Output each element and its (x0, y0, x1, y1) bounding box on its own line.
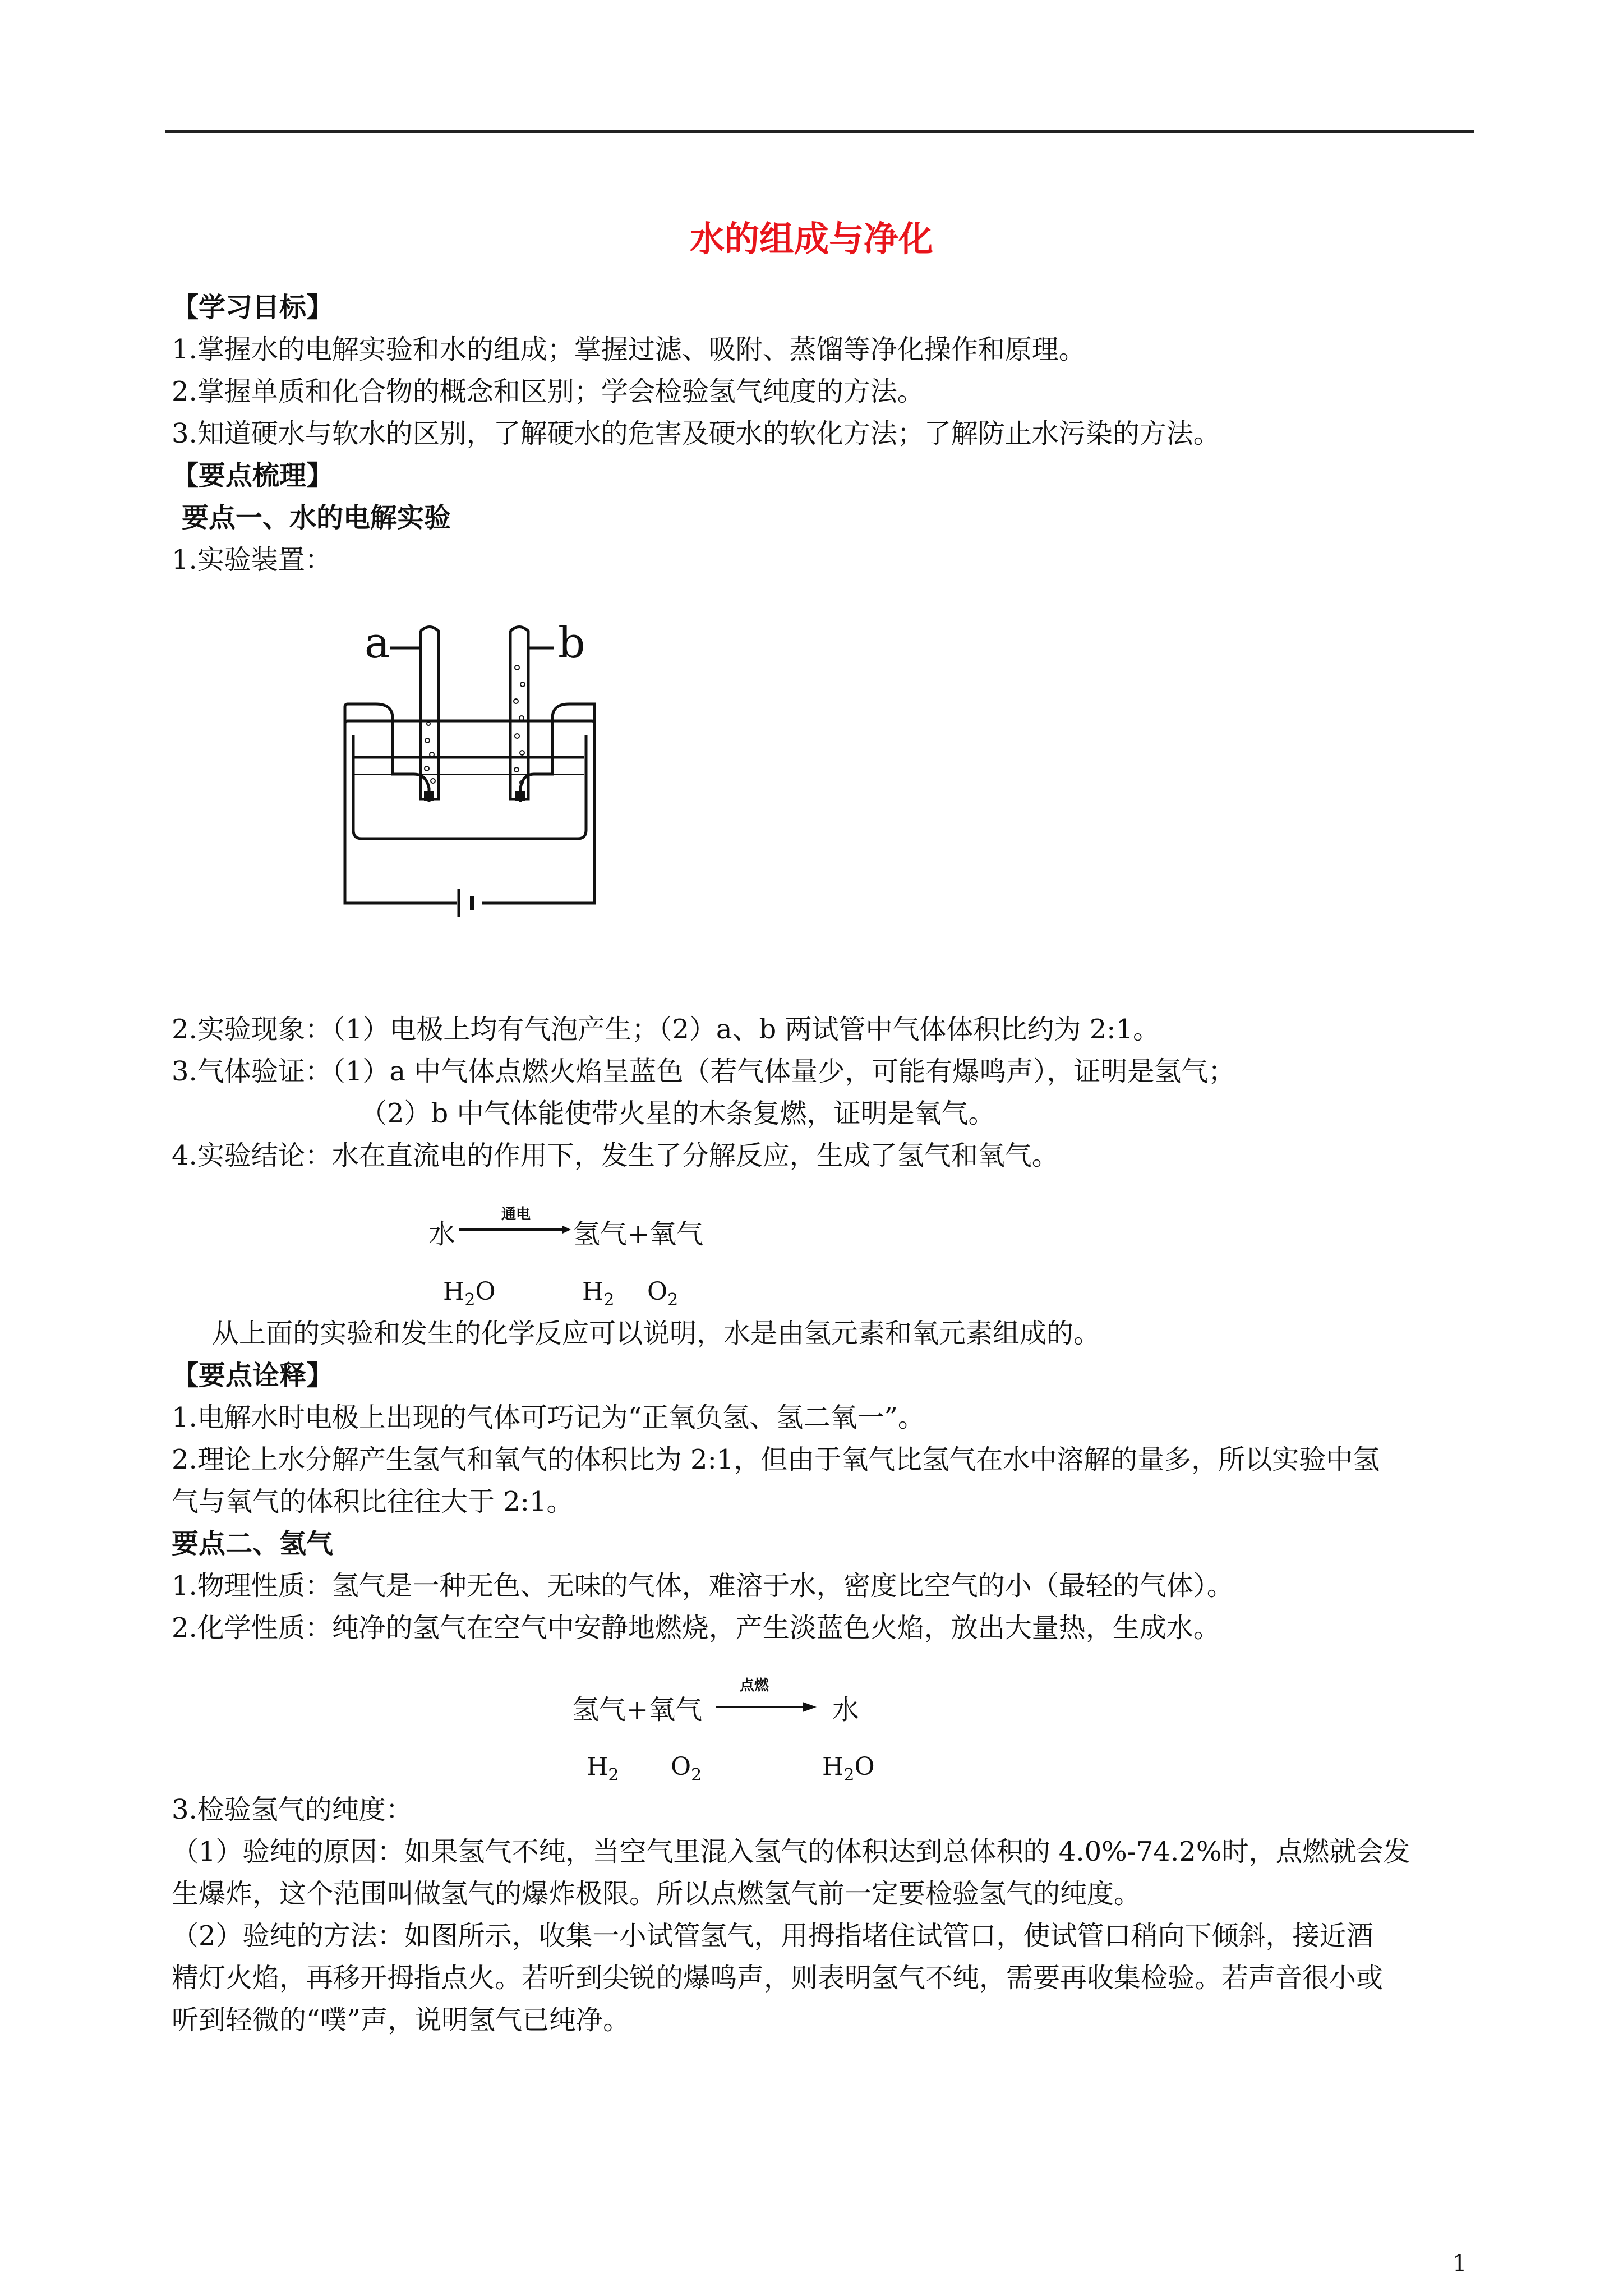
kp1-item-4: 4.实验结论：水在直流电的作用下，发生了分解反应，生成了氢气和氧气。 (172, 1140, 1059, 1171)
eq2-product: 水 (832, 1694, 860, 1726)
eq1-condition: 通电 (501, 1206, 531, 1223)
explain-item-2b: 气与氧气的体积比往往大于 2:1。 (172, 1486, 574, 1517)
objective-item: 1.掌握水的电解实验和水的组成；掌握过滤、吸附、蒸馏等净化操作和原理。 (172, 334, 1086, 365)
explain-item-1: 1.电解水时电极上出现的气体可巧记为“正氧负氢、氢二氧一”。 (172, 1402, 925, 1433)
objective-item: 3.知道硬水与软水的区别，了解硬水的危害及硬水的软化方法；了解防止水污染的方法。 (172, 418, 1220, 449)
objectives-heading: 【学习目标】 (172, 292, 334, 323)
eq1-products: 氢气+氧气 (573, 1218, 704, 1250)
tube-a-label: a (365, 618, 390, 668)
eq1-formula-o2: $O_2$ (647, 1277, 679, 1310)
kp2-item-1: 1.物理性质：氢气是一种无色、无味的气体，难溶于水，密度比空气的小（最轻的气体）。 (172, 1570, 1234, 1602)
kp1-item-2: 2.实验现象：（1）电极上均有气泡产生；（2）a、b 两试管中气体体积比约为 2:1。 (172, 1014, 1160, 1045)
eq2-formula-water: $H_2O$ (822, 1752, 875, 1785)
kp2-item-2: 2.化学性质：纯净的氢气在空气中安静地燃烧，产生淡蓝色火焰，放出大量热，生成水。 (172, 1612, 1220, 1644)
kp2-para-2b: 精灯火焰，再移开拇指点火。若听到尖锐的爆鸣声，则表明氢气不纯，需要再收集检验。若声音很小或 (172, 1962, 1384, 1994)
keypoint-1-heading: 要点一、水的电解实验 (182, 502, 451, 533)
header-rule (165, 130, 1474, 133)
kp2-para-1b: 生爆炸，这个范围叫做氢气的爆炸极限。所以点燃氢气前一定要检验氢气的纯度。 (172, 1878, 1141, 1910)
eq2-formula-o2: $O_2$ (671, 1752, 702, 1785)
kp1-item-1: 1.实验装置： (172, 544, 332, 576)
kp2-para-2a: （2）验纯的方法：如图所示，收集一小试管氢气，用拇指堵住试管口，使试管口稍向下倾斜，接近酒 (172, 1920, 1373, 1952)
kp2-para-2c: 听到轻微的“噗”声，说明氢气已纯净。 (172, 2004, 630, 2036)
explain-item-2a: 2.理论上水分解产生氢气和氧气的体积比为 2:1，但由于氧气比氢气在水中溶解的量多，所以实验中氢 (172, 1444, 1380, 1475)
page-number: 1 (1453, 2251, 1467, 2276)
keypoint-2-heading: 要点二、氢气 (172, 1528, 334, 1559)
keypoints-heading: 【要点梳理】 (172, 460, 334, 491)
kp1-item-3b: （2）b 中气体能使带火星的木条复燃，证明是氧气。 (360, 1098, 995, 1129)
kp2-item-3: 3.检验氢气的纯度： (172, 1794, 413, 1825)
explain-heading: 【要点诠释】 (172, 1360, 334, 1391)
electrolysis-apparatus-diagram (314, 606, 628, 920)
eq2-arrow-icon (716, 1701, 819, 1713)
kp1-conclusion: 从上面的实验和发生的化学反应可以说明，水是由氢元素和氧元素组成的。 (212, 1318, 1101, 1349)
objective-item: 2.掌握单质和化合物的概念和区别；学会检验氢气纯度的方法。 (172, 376, 924, 407)
eq2-reactants: 氢气+氧气 (572, 1694, 703, 1726)
eq2-formula-h2: $H_2$ (587, 1752, 619, 1785)
kp2-para-1a: （1）验纯的原因：如果氢气不纯，当空气里混入氢气的体积达到总体积的 4.0%-74.2%时，点燃就会发 (172, 1836, 1410, 1867)
eq2-condition: 点燃 (739, 1677, 769, 1694)
tube-b-label: b (558, 618, 585, 668)
eq1-formula-h2: $H_2$ (582, 1277, 615, 1310)
eq1-reactant: 水 (428, 1218, 456, 1250)
page-title: 水的组成与净化 (689, 218, 933, 259)
eq1-formula-water: $H_2O$ (443, 1277, 496, 1310)
eq1-arrow-icon (459, 1224, 571, 1235)
kp1-item-3a: 3.气体验证：（1）a 中气体点燃火焰呈蓝色（若气体量少，可能有爆鸣声），证明是氢气； (172, 1056, 1235, 1087)
